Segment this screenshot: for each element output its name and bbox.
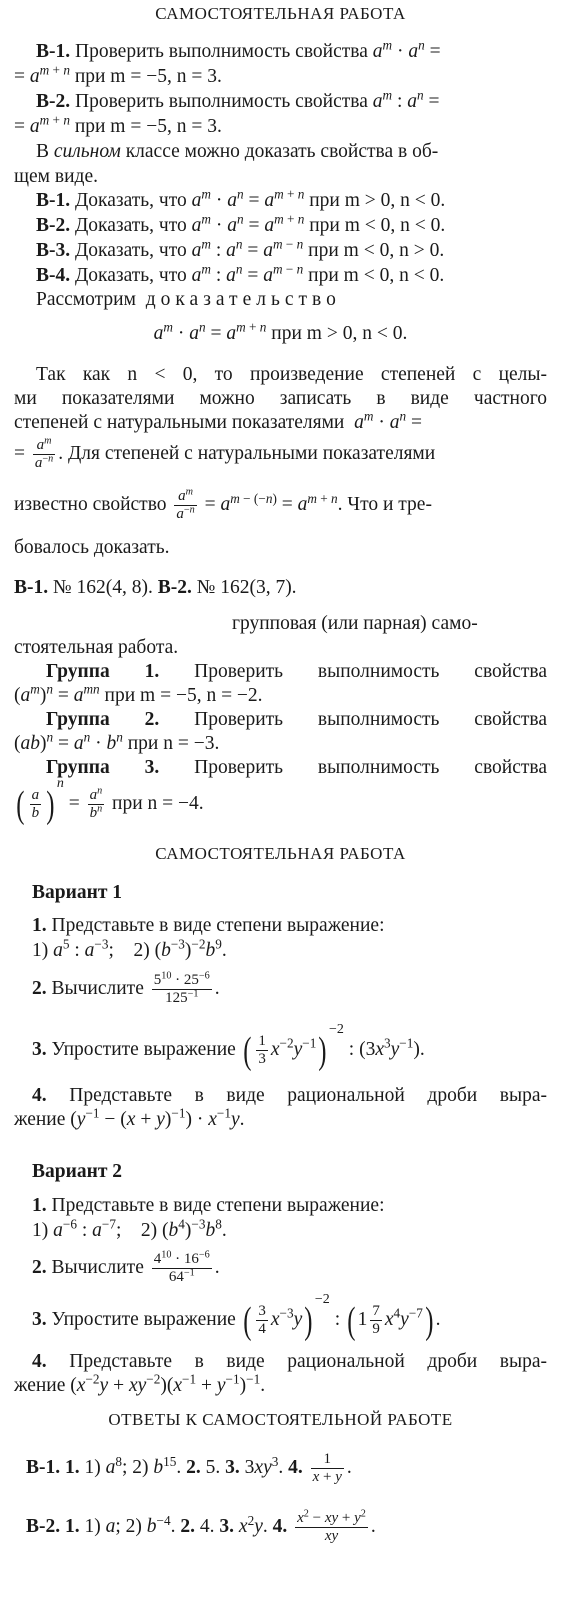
homework-line (14, 576, 547, 600)
group-work-line-2: стоятельная работа. (14, 637, 179, 658)
task-condition: при m = −5, n = 3. (74, 116, 222, 137)
v2-task-3: 3. Упростите выражение ( $\frac{3}{4}$ $x^{-3}y)^{-2}$ : ( 1 $\frac{7}{9}$ $x^4y^{-7}$) . (32, 1292, 441, 1342)
variant-tag: В-2. (26, 1516, 61, 1538)
variant-tag: В-1. (26, 1457, 61, 1479)
text: В (36, 141, 50, 162)
fraction: $\frac{5^{10} \cdot 25^{-6}}{125^{-1}}$ (153, 970, 210, 1007)
task-text: Проверить выполнимость свойства (194, 709, 547, 730)
text: Доказать, что (75, 190, 187, 211)
fraction: $\frac{4^{10} \cdot 16^{-6}}{64^{-1}}$ (153, 1249, 210, 1286)
v2-task-1: 1. Представьте в виде степени выражение: (32, 1195, 385, 1216)
exercise-number: № 162(4, 8). (53, 577, 153, 598)
variant-tag: В-1. (14, 577, 49, 598)
heading-answers: ОТВЕТЫ К САМОСТОЯТЕЛЬНОЙ РАБОТЕ (108, 1410, 453, 1429)
text: Доказать, что (75, 215, 187, 236)
text: . Для степеней с натуральными показателями (58, 443, 436, 465)
answers-variant-1: В-1. 1. 1) $a^8$; 2) $b^{15}$. 2. 5. 3. $3xy^3$. 4. $\frac{1}{x + y}$ . (26, 1451, 352, 1486)
group-2-line-2: $(ab)^n = a^n \cdot b^n$ при n = −3. (14, 729, 220, 754)
task-text: Вычислите (51, 1257, 144, 1279)
condition: при m < 0, n > 0. (308, 240, 445, 261)
centered-formula: $a^m \cdot a^n = a^{m + n}$ при m > 0, n < 0. (153, 319, 408, 344)
variant-2-check-line-1: В-2. Проверить выполнимость свойства $a^m$ : $a^n$ = (36, 87, 440, 112)
text: Рассмотрим (36, 289, 136, 310)
spaced-word: доказательство (145, 289, 341, 310)
group-tag: Группа 3. (46, 757, 160, 778)
variant-tag: В-2. (36, 215, 71, 236)
variant-tag: В-3. (36, 240, 71, 261)
group-tag: Группа 1. (46, 661, 160, 682)
proof-line-1: Так как n < 0, то произведение степеней с целы- (36, 364, 547, 385)
task-text: Представьте в виде рациональной дроби выра- (69, 1351, 548, 1372)
proof-line-3: степеней с натуральными показателями $a^m \cdot a^n$ = (14, 408, 422, 433)
task-condition: при n = −3. (127, 733, 220, 754)
variant-2-check-line-2: = $a^{m + n}$ при m = −5, n = 3. (14, 112, 222, 137)
prove-variant-2: В-2. Доказать, что $a^m \cdot a^n = a^{m + n}$ при m < 0, n < 0. (36, 211, 446, 236)
condition: при m < 0, n < 0. (308, 265, 445, 286)
variant-1-title (32, 881, 547, 905)
proof-line-2: ми показателями можно записать в виде частного (14, 388, 547, 409)
proof-line-4: = $\frac{a^m}{a^{-n}}$ . Для степеней с натуральными показателями (14, 435, 436, 472)
v2-task-1-items: 1) $a^{-6}$ : $a^{-7}$; 2) $(b^4)^{-3}b^8$. (32, 1216, 227, 1241)
task-text: жение (14, 1375, 66, 1396)
prove-variant-3: В-3. Доказать, что $a^m$ : $a^n = a^{m - n}$ при m < 0, n > 0. (36, 236, 445, 261)
answers-variant-2: В-2. 1. 1) a; 2) $b^{-4}$. 2. 4. 3. $x^2y$. 4. $\frac{x^2 - xy + y^2}{xy}$ . (26, 1508, 376, 1545)
exercise-number: № 162(3, 7). (196, 577, 297, 598)
variant-tag: В-2. (36, 91, 71, 112)
proof-line-5: известно свойство $\frac{a^m}{a^{-n}}$ = $a^{m - (-n)} = a^{m + n}$. Что и тре- (14, 486, 432, 523)
fraction: $\frac{7}{9}$ (372, 1302, 380, 1338)
variant-tag: В-1. (36, 41, 71, 62)
variant-tag: В-2. (157, 577, 192, 598)
fraction: $\frac{x^2 - xy + y^2}{xy}$ (297, 1508, 366, 1545)
v1-task-4-line-1: 4. Представьте в виде рациональной дроби выра- (32, 1085, 548, 1106)
task-text: Проверить выполнимость свойства (194, 757, 547, 778)
title-text: Вариант 1 (32, 882, 123, 903)
group-2-line-1 (46, 708, 547, 732)
fraction: $\frac{a^m}{a^{-n}}$ (176, 486, 195, 523)
fraction: $\frac{a}{b}$ (31, 786, 40, 822)
task-text: жение (14, 1109, 66, 1130)
fraction: $\frac{a^n}{b^n}$ (89, 785, 103, 822)
v2-task-2: 2. Вычислите $\frac{4^{10} \cdot 16^{-6}}{64^{-1}}$ . (32, 1249, 220, 1286)
task-condition: при m = −5, n = 3. (74, 66, 222, 87)
v1-task-1-items: 1) $a^5$ : $a^{-3}$; 2) $(b^{-3})^{-2}b^9$. (32, 936, 227, 961)
fraction: $\frac{1}{x + y}$ (312, 1451, 342, 1486)
heading-independent-work-2: САМОСТОЯТЕЛЬНАЯ РАБОТА (155, 844, 406, 863)
group-1-line-2: $(a^m)^n = a^{mn}$ при m = −5, n = −2. (14, 681, 263, 706)
task-text: Представьте в виде рациональной дроби выра- (69, 1085, 548, 1106)
formula-condition: при m > 0, n < 0. (271, 323, 408, 344)
group-tag: Группа 2. (46, 709, 160, 730)
task-text: Проверить выполнимость свойства (75, 41, 368, 62)
text: Доказать, что (75, 240, 187, 261)
text: известно свойство (14, 494, 167, 516)
condition: при m < 0, n < 0. (309, 215, 446, 236)
v1-task-4-line-2: жение $(y^{-1} - (x + y)^{-1}) \cdot x^{-1}y$. (14, 1105, 245, 1130)
group-3-line-2: ( $\frac{a}{b}$ )$^n$ = $\frac{a^n}{b^n}$ при n = −4. (16, 776, 204, 826)
v1-task-3: 3. Упростите выражение ( $\frac{1}{3}$ $x^{-2}y^{-1})^{-2}$ : $(3x^3y^{-1})$. (32, 1022, 425, 1072)
fraction: $\frac{3}{4}$ (258, 1302, 266, 1338)
group-1-line-1 (46, 660, 547, 684)
heading-independent-work: САМОСТОЯТЕЛЬНАЯ РАБОТА (155, 4, 406, 23)
condition: при m > 0, n < 0. (309, 190, 446, 211)
task-text: Упростите выражение (51, 1309, 236, 1330)
title-text: Вариант 2 (32, 1161, 123, 1182)
fraction: $\frac{1}{3}$ (258, 1032, 266, 1068)
v2-task-4-line-1: 4. Представьте в виде рациональной дроби выра- (32, 1351, 548, 1372)
emphasis: сильном (53, 141, 121, 162)
variant-tag: В-1. (36, 190, 71, 211)
text: Доказать, что (75, 265, 187, 286)
task-text: Проверить выполнимость свойства (194, 661, 547, 682)
task-text: Представьте в виде степени выражение: (51, 915, 385, 936)
proof-line-6: бовалось доказать. (14, 537, 170, 558)
task-text: Представьте в виде степени выражение: (51, 1195, 385, 1216)
v1-task-2: 2. Вычислите $\frac{5^{10} \cdot 25^{-6}}{125^{-1}}$ . (32, 970, 220, 1007)
fraction: $\frac{a^m}{a^{-n}}$ (34, 435, 54, 472)
task-condition: при m = −5, n = −2. (104, 685, 263, 706)
strong-class-line-1 (36, 140, 547, 164)
text: классе можно доказать свойства в об- (125, 141, 439, 162)
variant-2-title (32, 1160, 547, 1184)
prove-variant-1: В-1. Доказать, что $a^m \cdot a^n = a^{m + n}$ при m > 0, n < 0. (36, 186, 446, 211)
task-condition: при n = −4. (112, 793, 204, 814)
task-text: Упростите выражение (51, 1039, 236, 1060)
task-text: Проверить выполнимость свойства (75, 91, 368, 112)
v1-task-1: 1. Представьте в виде степени выражение: (32, 915, 385, 936)
text: степеней с натуральными показателями (14, 412, 345, 433)
strong-class-line-2: щем виде. (14, 166, 98, 187)
task-text: Вычислите (51, 978, 144, 1000)
prove-variant-4: В-4. Доказать, что $a^m$ : $a^n = a^{m - n}$ при m < 0, n < 0. (36, 261, 445, 286)
v2-task-4-line-2: жение $(x^{-2}y + xy^{-2})(x^{-1} + y^{-1})^{-1}$. (14, 1371, 266, 1396)
text: . Что и тре- (337, 494, 432, 516)
variant-tag: В-4. (36, 265, 71, 286)
variant-1-check-line-2: = $a^{m + n}$ при m = −5, n = 3. (14, 62, 222, 87)
consider-proof-line (36, 288, 547, 312)
variant-1-check-line-1: В-1. Проверить выполнимость свойства $a^m \cdot a^n$ = (36, 37, 441, 62)
group-3-line-1 (46, 756, 547, 780)
group-work-line-1: групповая (или парная) само- (232, 613, 478, 634)
